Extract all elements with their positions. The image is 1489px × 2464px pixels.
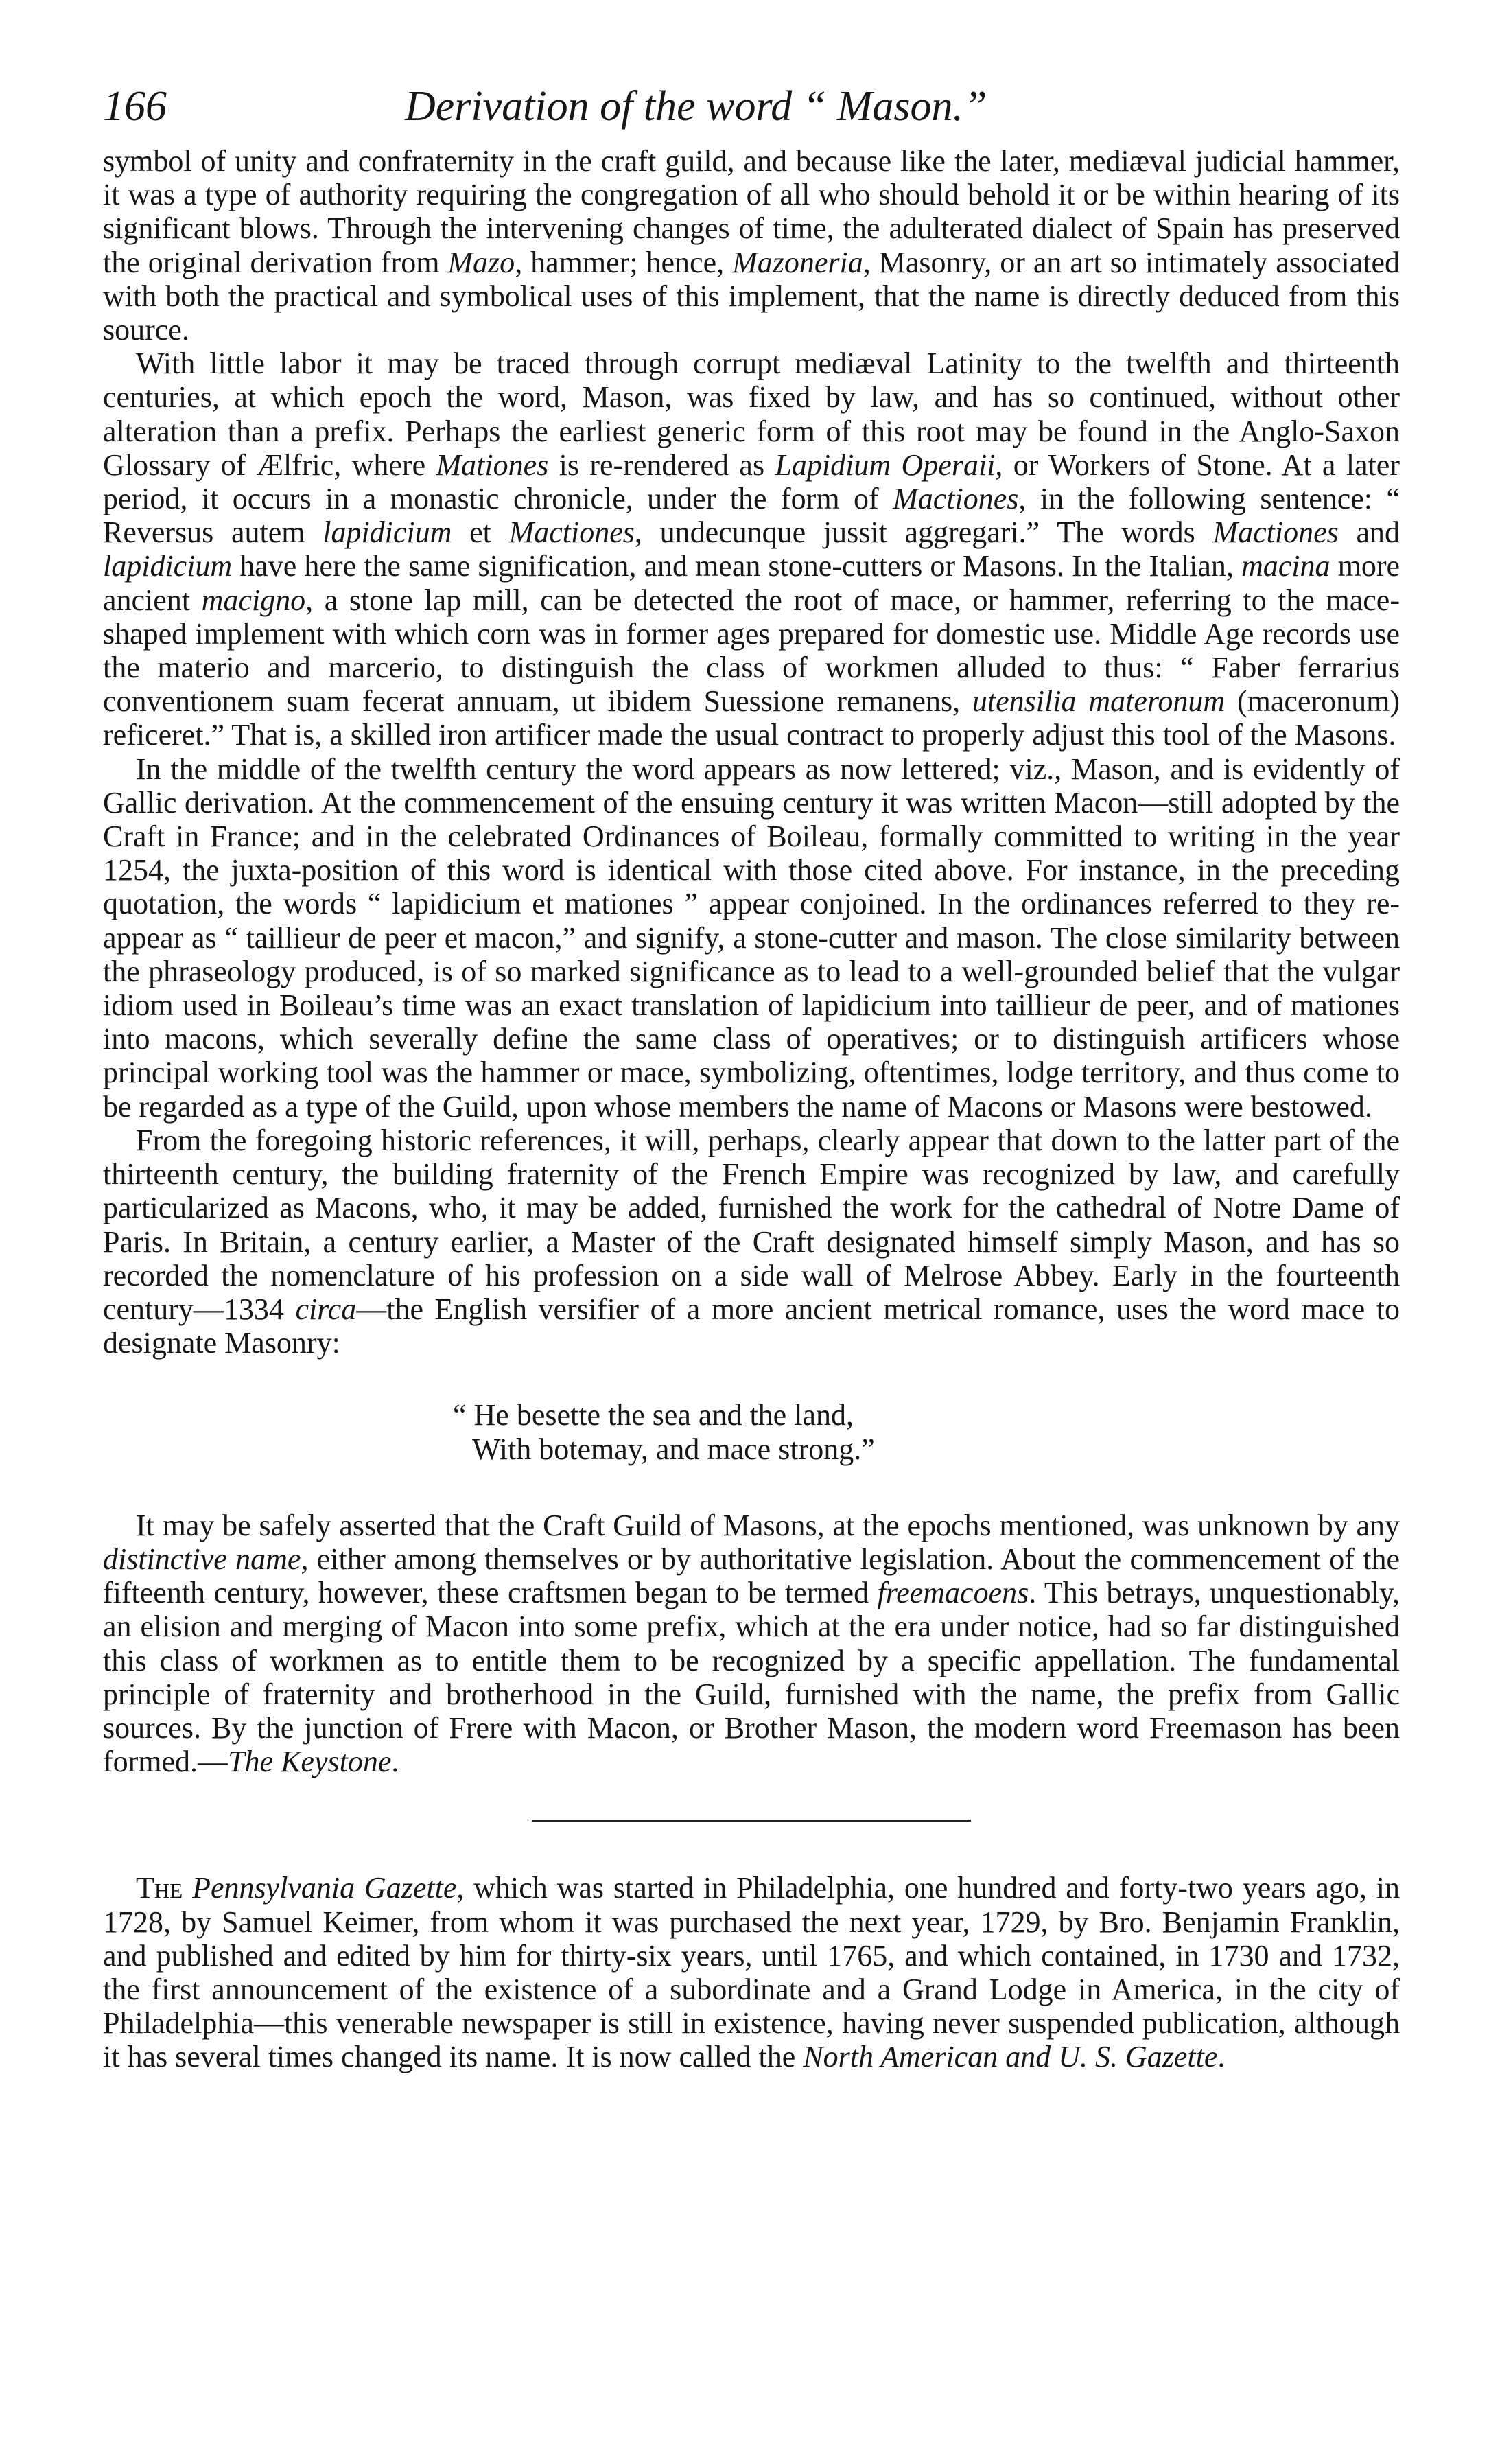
paragraph-3: In the middle of the twelfth century the word appears as now lettered; viz., Mason, and is evidently of Gallic derivation. At the commencement of the ensuing century it was written Macon—still adopted by the Craft in France; and in the celebrated Ordinances of Boileau, formally committed to writing in the year 1254, the juxta-position of this word is identical with those cited above. For instance, in the preceding quotation, the words “ lapidicium et mationes ” appear conjoined. In the ordinances referred to they re-appear as “ taillieur de peer et macon,” and signify, a stone-cutter and mason. The close similarity between the phraseology produced, is of so marked significance as to lead to a well-grounded belief that the vulgar idiom used in Boileau’s time was an exact translation of lapidicium into taillieur de peer, and of mationes into macons, which severally define the same class of operatives; or to distinguish artificers whose principal working tool was the hammer or mace, symbolizing, oftentimes, lodge territory, and thus come to be regarded as a type of the Guild, upon whose members the name of Macons or Masons were bestowed. — [103, 752, 1400, 1124]
verse-line-1: “ He besette the sea and the land, — [453, 1398, 854, 1432]
lead-word: The — [136, 1871, 183, 1905]
paragraph-2: With little labor it may be traced through corrupt mediæval Latinity to the twelfth and thirteenth centuries, at which epoch the word, Mason, was fixed by law, and has so continued, without other alteration than a prefix. Perhaps the earliest generic form of this root may be found in the Anglo-Saxon Glossary of Ælfric, where Mationes is re-rendered as Lapidium Operaii, or Workers of Stone. At a later period, it occurs in a monastic chronicle, under the form of Mactiones, in the following sentence: “ Reversus autem lapidicium et Mactiones, undecunque jussit aggregari.” The words Mactiones and lapidicium have here the same signification, and mean stone-cutters or Masons. In the Italian, macina more ancient macigno, a stone lap mill, can be detected the root of mace, or hammer, referring to the mace-shaped implement with which corn was in former ages prepared for domestic use. Middle Age records use the materio and marcerio, to distinguish the class of workmen alluded to thus: “ Faber ferrarius conventionem suam fecerat annuam, ut ibidem Suessione remanens, utensilia materonum (maceronum) reficeret.” That is, a skilled iron artificer made the usual contract to properly adjust this tool of the Masons. — [103, 347, 1400, 752]
article-body — [103, 144, 1400, 1360]
second-article — [103, 1871, 1400, 2073]
verse-line-2: With botemay, and mace strong.” — [472, 1432, 875, 1466]
paragraph-5: It may be safely asserted that the Craft Guild of Masons, at the epochs mentioned, was unknown by any distinctive name, either among themselves or by authoritative legislation. About the commencement of the fifteenth century, however, these craftsmen began to be termed freemacoens. This betrays, unquestionably, an elision and merging of Macon into some prefix, which at the era under notice, had so far distinguished this class of workmen as to entitle them to be recognized by a specific appellation. The fundamental principle of fraternity and brotherhood in the Guild, furnished with the name, the prefix from Gallic sources. By the junction of Frere with Macon, or Brother Mason, the modern word Freemason has been formed.—The Keystone. — [103, 1508, 1400, 1779]
paragraph-4: From the foregoing historic references, it will, perhaps, clearly appear that down to the latter part of the thirteenth century, the building fraternity of the French Empire was recognized by law, and carefully particularized as Macons, who, it may be added, furnished the work for the cathedral of Notre Dame of Paris. In Britain, a century earlier, a Master of the Craft designated himself simply Mason, and has so recorded the nomenclature of his profession on a side wall of Melrose Abbey. Early in the fourteenth century—1334 circa—the English versifier of a more ancient metrical romance, uses the word mace to designate Masonry: — [103, 1123, 1400, 1360]
page — [103, 41, 1400, 2074]
verse-quotation — [103, 1398, 1400, 1465]
paragraph-gazette: The Pennsylvania Gazette, which was started in Philadelphia, one hundred and forty-two years ago, in 1728, by Samuel Keimer, from whom it was purchased the next year, 1729, by Bro. Benjamin Franklin, and published and edited by him for thirty-six years, until 1765, and which contained, in 1730 and 1732, the first announcement of the existence of a subordinate and a Grand Lodge in America, in the city of Philadelphia—this venerable newspaper is still in existence, having never suspended publication, although it has several times changed its name. It is now called the North American and U. S. Gazette. — [103, 1871, 1400, 2074]
running-title: Derivation of the word “ Mason.” — [405, 83, 987, 130]
page-number: 166 — [103, 83, 167, 130]
page-header — [103, 41, 1400, 144]
section-divider — [532, 1820, 971, 1822]
paragraph-1: symbol of unity and confraternity in the craft guild, and because like the later, mediæval judicial hammer, it was a type of authority requiring the congregation of all who should behold it or be within hearing of its significant blows. Through the intervening changes of time, the adulterated dialect of Spain has preserved the original derivation from Mazo, hammer; hence, Mazoneria, Masonry, or an art so intimately associated with both the practical and symbolical uses of this implement, that the name is directly deduced from this source. — [103, 144, 1400, 347]
article-body-continued — [103, 1509, 1400, 1779]
